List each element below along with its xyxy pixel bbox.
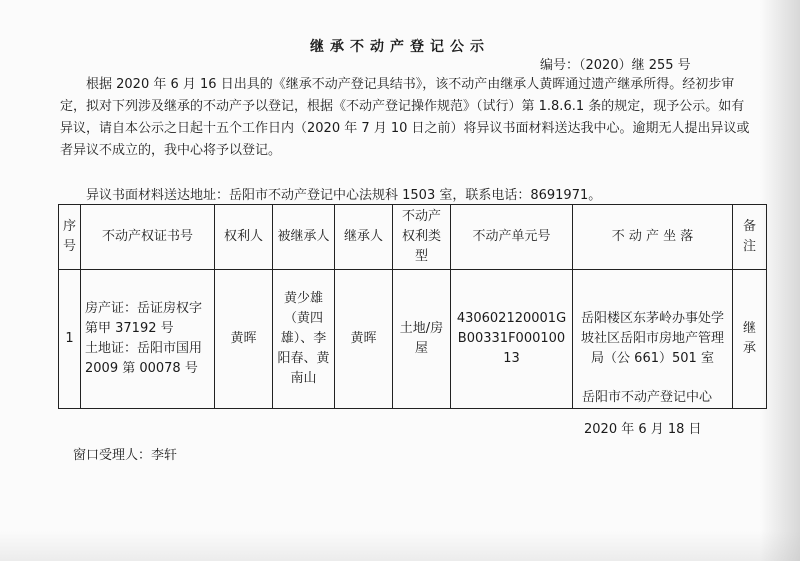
cert-house: 房产证：岳证房权字第甲 37192 号 [85, 301, 203, 336]
property-table [58, 204, 767, 409]
cell-cert [81, 270, 215, 409]
header-cert: 不动产权证书号 [81, 205, 215, 270]
window-receiver: 窗口受理人：李轩 [73, 448, 178, 463]
cell-location: 岳阳楼区东茅岭办事处学坡社区岳阳市房地产管理局（公 661）501 室 [573, 270, 733, 409]
cell-inherited-from: 黄少雄（黄四雄）、李阳春、黄南山 [273, 270, 335, 409]
cell-heir: 黄晖 [335, 270, 393, 409]
header-location: 不 动 产 坐 落 [573, 205, 733, 270]
table-header-row [59, 205, 767, 270]
cell-right-type: 土地/房屋 [393, 270, 451, 409]
cert-land: 土地证：岳阳市国用 2009 第 00078 号 [85, 341, 203, 376]
header-unit-no: 不动产单元号 [451, 205, 573, 270]
header-note: 备注 [733, 205, 767, 270]
announcement-text: 根据 2020 年 6 月 16 日出具的《继承不动产登记具结书》，该不动产由继承人黄晖通过遗产继承所得。经初步审定，拟对下列涉及继承的不动产予以登记，根据《不动产登记操作规范》（试行）第 1.8.6.1 条的规定，现予公示。如有异议，请自本公示之日起十五个工作日内（2020 年 7 月 10 日之前）将异议书面材料送达我中心。逾期无人提出异议或者异议不成立的，我中心将予以登记。 [60, 77, 750, 158]
issuer-name: 岳阳市不动产登记中心 [582, 390, 713, 405]
document-title: 继承不动产登记公示 [310, 39, 490, 55]
document-number: 编号：（2020）继 255 号 [540, 58, 691, 73]
issue-date: 2020 年 6 月 18 日 [584, 422, 702, 437]
header-right-type: 不动产权利类型 [393, 205, 451, 270]
header-heir: 继承人 [335, 205, 393, 270]
header-seq: 序号 [59, 205, 81, 270]
header-right-holder: 权利人 [215, 205, 273, 270]
header-inherited-from: 被继承人 [273, 205, 335, 270]
announcement-paragraph [60, 74, 755, 162]
cell-right-holder: 黄晖 [215, 270, 273, 409]
scan-bottom-shadow [0, 531, 800, 561]
objection-address: 异议书面材料送达地址：岳阳市不动产登记中心法规科 1503 室，联系电话：8691971。 [86, 188, 602, 203]
cell-note: 继承 [733, 270, 767, 409]
cell-seq: 1 [59, 270, 81, 409]
cell-unit-no: 430602120001GB00331F00010013 [451, 270, 573, 409]
